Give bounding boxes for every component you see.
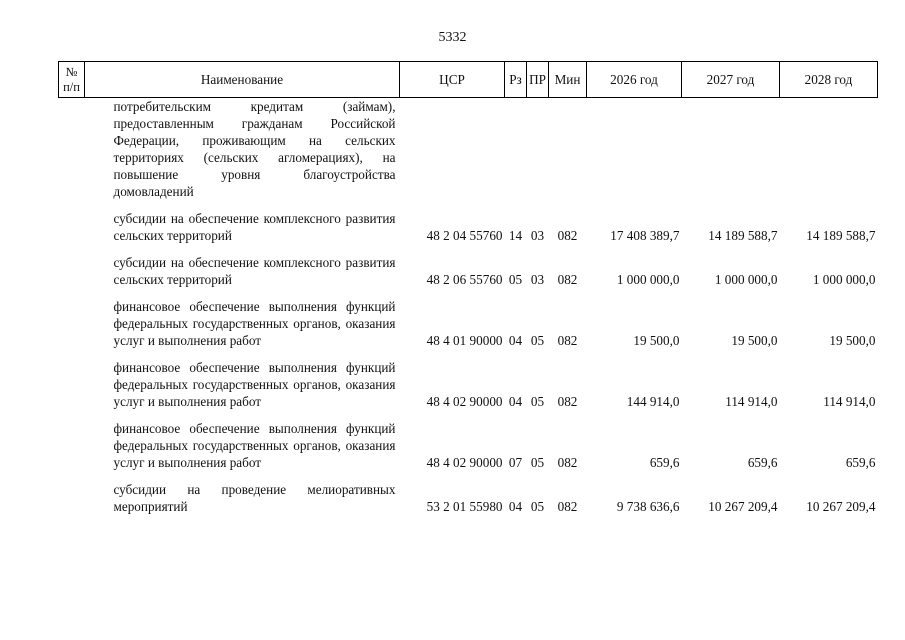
row-2028: 659,6: [845, 455, 876, 470]
row-num: [59, 98, 85, 201]
header-rz: Рз: [505, 62, 527, 98]
row-name: субсидии на обеспечение комплексного развития сельских территорий: [113, 255, 396, 287]
table-row: [59, 98, 878, 201]
row-rz: 04: [508, 394, 523, 409]
row-2027: 114 914,0: [725, 394, 778, 409]
header-num: № п/п: [59, 62, 85, 98]
row-2028: 1 000 000,0: [812, 272, 876, 287]
row-csr: 48 4 02 90000: [426, 394, 503, 409]
row-2028: 10 267 209,4: [806, 499, 876, 514]
header-2027: 2027 год: [682, 62, 780, 98]
header-2028: 2028 год: [780, 62, 878, 98]
row-pr: [527, 98, 549, 201]
row-min: [549, 98, 587, 201]
row-rz: 14: [508, 228, 523, 243]
row-2027: 14 189 588,7: [708, 228, 778, 243]
budget-table: [58, 61, 878, 515]
row-2026: 19 500,0: [633, 333, 680, 348]
row-2027: 659,6: [747, 455, 778, 470]
row-rz: 04: [508, 499, 523, 514]
row-csr: 53 2 01 55980: [426, 499, 503, 514]
row-num: [59, 420, 85, 471]
row-num: [59, 481, 85, 515]
row-num: [59, 298, 85, 349]
row-csr: [400, 98, 505, 201]
row-pr: 05: [530, 394, 545, 409]
page-number: 5332: [438, 30, 467, 45]
table-row: [59, 481, 878, 515]
row-min: 082: [557, 455, 578, 470]
row-rz: 07: [508, 455, 523, 470]
table-header-row: [59, 62, 878, 98]
row-2026: 17 408 389,7: [610, 228, 680, 243]
row-min: 082: [557, 333, 578, 348]
header-min: Мин: [549, 62, 587, 98]
row-2026: [587, 98, 682, 201]
row-csr: 48 2 04 55760: [426, 228, 503, 243]
row-csr: 48 4 02 90000: [426, 455, 503, 470]
row-rz: 05: [508, 272, 523, 287]
row-min: 082: [557, 499, 578, 514]
row-rz: 04: [508, 333, 523, 348]
row-min: 082: [557, 394, 578, 409]
row-name: потребительским кредитам (займам), предоставленным гражданам Российской Федерации, проживающим на сельских территориях (сельских агломерациях), на повышение уровня благоустройства домовладений: [113, 99, 396, 199]
row-pr: 03: [530, 228, 545, 243]
row-2027: 19 500,0: [731, 333, 778, 348]
table-row: [59, 359, 878, 410]
row-2026: 659,6: [649, 455, 680, 470]
row-name: финансовое обеспечение выполнения функций федеральных государственных органов, оказания услуг и выполнения работ: [113, 360, 396, 409]
row-2027: 10 267 209,4: [708, 499, 778, 514]
row-pr: 05: [530, 455, 545, 470]
row-pr: 05: [530, 333, 545, 348]
row-name: финансовое обеспечение выполнения функций федеральных государственных органов, оказания услуг и выполнения работ: [113, 299, 396, 348]
row-2028: [780, 98, 878, 201]
row-name: финансовое обеспечение выполнения функций федеральных государственных органов, оказания услуг и выполнения работ: [113, 421, 396, 470]
header-pr: ПР: [527, 62, 549, 98]
row-name: субсидии на обеспечение комплексного развития сельских территорий: [113, 211, 396, 243]
row-2026: 1 000 000,0: [616, 272, 680, 287]
row-num: [59, 359, 85, 410]
row-name: субсидии на проведение мелиоративных мероприятий: [113, 482, 396, 514]
header-2026: 2026 год: [587, 62, 682, 98]
row-2026: 9 738 636,6: [616, 499, 680, 514]
row-min: 082: [557, 228, 578, 243]
row-2028: 114 914,0: [823, 394, 876, 409]
row-pr: 03: [530, 272, 545, 287]
header-csr: ЦСР: [400, 62, 505, 98]
row-csr: 48 4 01 90000: [426, 333, 503, 348]
row-2027: 1 000 000,0: [714, 272, 778, 287]
table-row: [59, 298, 878, 349]
table-row: [59, 254, 878, 288]
row-csr: 48 2 06 55760: [426, 272, 503, 287]
row-2027: [682, 98, 780, 201]
row-2026: 144 914,0: [626, 394, 680, 409]
row-pr: 05: [530, 499, 545, 514]
row-num: [59, 210, 85, 244]
table-row: [59, 210, 878, 244]
row-rz: [505, 98, 527, 201]
row-2028: 14 189 588,7: [806, 228, 876, 243]
table-row: [59, 420, 878, 471]
header-name: Наименование: [85, 62, 400, 98]
row-2028: 19 500,0: [829, 333, 876, 348]
row-num: [59, 254, 85, 288]
row-min: 082: [557, 272, 578, 287]
